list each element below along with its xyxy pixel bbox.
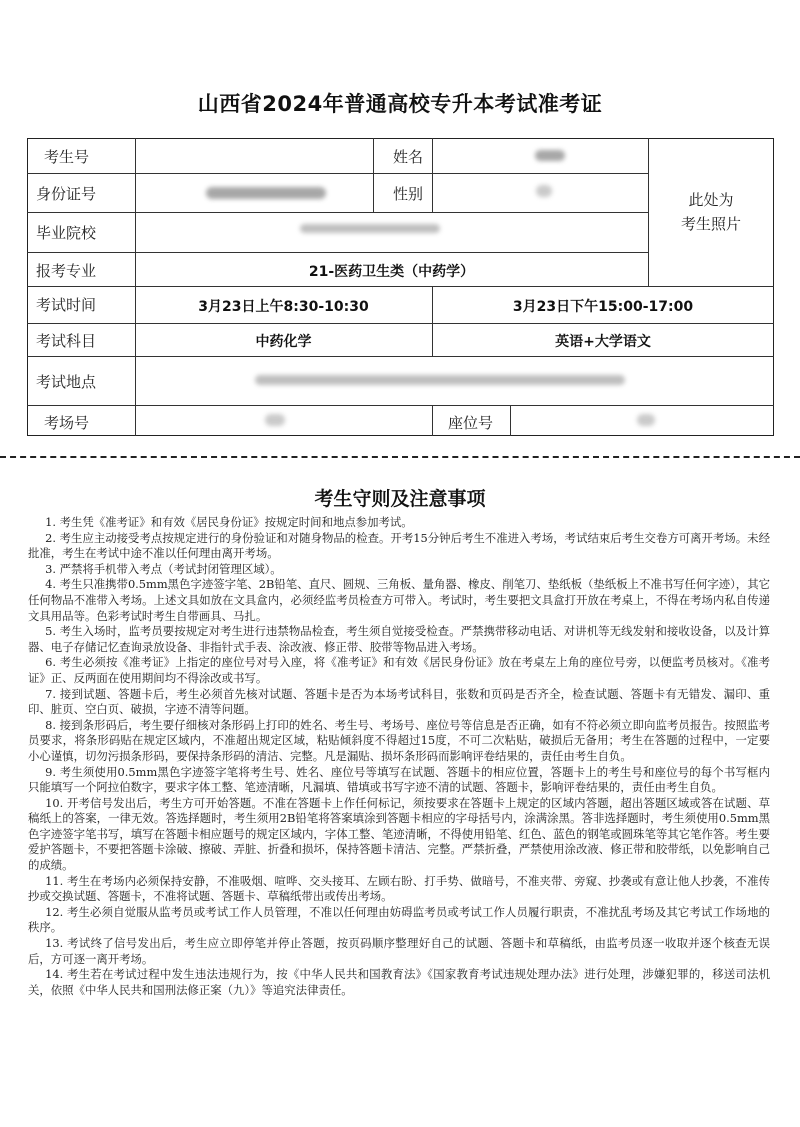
column-divider — [510, 405, 511, 436]
value-exam-time-1: 3月23日上午8:30-10:30 — [198, 299, 369, 315]
label-gender: 性别 — [393, 185, 424, 203]
rule-item: 11. 考生在考场内必须保持安静，不准吸烟、喧哗、交头接耳、左顾右盼、打手势、做暗号，不准夹带、旁窥、抄袭或有意让他人抄袭，不准传抄或交换试题、答题卡，不准将试题、答题卡、草稿纸带出或传出考场。 — [28, 873, 770, 904]
rules-list — [28, 515, 770, 998]
redacted-name — [535, 150, 565, 161]
label-subjects: 考试科目 — [36, 332, 97, 350]
label-seat-no: 座位号 — [448, 414, 494, 432]
value-subject-1: 中药化学 — [255, 334, 312, 350]
column-divider — [432, 138, 433, 212]
column-divider — [373, 138, 374, 212]
rule-item: 3. 严禁将手机带入考点（考试封闭管理区域）。 — [45, 561, 282, 576]
label-major: 报考专业 — [36, 262, 97, 280]
row-divider — [27, 212, 648, 213]
column-divider — [432, 405, 433, 436]
rule-item: 2. 考生应主动接受考点按规定进行的身份验证和对随身物品的检查。开考15分钟后考生不准进入考场，考试结束后考生交卷方可离开考场。未经批准，考生在考试中途不准以任何理由离开考场。 — [28, 530, 770, 561]
rule-item: 4. 考生只准携带0.5mm黑色字迹签字笔、2B铅笔、直尺、圆规、三角板、量角器、橡皮、削笔刀、垫纸板（垫纸板上不准书写任何字迹），其它任何物品不准带入考场。上述文具如放在文具盒内，必须经监考员检查方可带入。考试时，考生要把文具盒打开放在考桌上，不得在考场内私自传递文具用品等。色彩考试时考生自带画具、马扎。 — [28, 577, 770, 623]
column-divider — [135, 138, 136, 436]
redacted-room-no — [265, 414, 285, 426]
rule-item: 5. 考生入场时，监考员要按规定对考生进行违禁物品检查，考生须自觉接受检查。严禁携带移动电话、对讲机等无线发射和接收设备，以及计算器、电子存储记忆查询录放设备、非指针式手表、涂改液、修正带、胶带等物品进入考场。 — [28, 624, 770, 654]
row-divider — [27, 356, 774, 357]
label-candidate-no: 考生号 — [44, 148, 90, 166]
row-divider — [27, 252, 648, 253]
label-name: 姓名 — [393, 148, 424, 166]
rule-item: 9. 考生须使用0.5mm黑色字迹签字笔将考生号、姓名、座位号等填写在试题、答题卡的相应位置，答题卡上的考生号和座位号的每个书写框内只能填写一个阿拉伯数字，要求字体工整、笔迹清晰，凡漏填、错填或书写字迹不清的试题、答题卡，影响评卷结果的，责任由考生自负。 — [28, 764, 770, 795]
row-divider — [27, 173, 648, 174]
redacted-location — [255, 375, 625, 385]
rule-item: 14. 考生若在考试过程中发生违法违规行为，按《中华人民共和国教育法》《国家教育考试违规处理办法》进行处理，涉嫌犯罪的，移送司法机关，依照《中华人民共和国刑法修正案（九）》等追究法律责任。 — [28, 967, 770, 997]
rules-title: 考生守则及注意事项 — [314, 488, 486, 510]
label-id-no: 身份证号 — [36, 185, 97, 203]
rule-item: 10. 开考信号发出后，考生方可开始答题。不准在答题卡上作任何标记，须按要求在答题卡上规定的区域内答题，超出答题区域或答在试题、草稿纸上的答案，一律无效。答选择题时，考生须用2B铅笔将答案填涂到答题卡相应的字母括号内，涂满涂黑。答非选择题时，考生须使用0.5mm黑色字迹签字笔书写，填写在答题卡相应题号的规定区域内，字体工整、笔迹清晰，不得使用铅笔、红色、蓝色的钢笔或圆珠笔等其它笔作答。考生要爱护答题卡，不要把答题卡涂破、擦破、弄脏、折叠和损坏，保持答题卡清洁、完整。严禁折叠，严禁使用涂改液、修正带和胶带纸，以免影响自己的成绩。 — [28, 795, 770, 873]
rule-item: 8. 接到条形码后，考生要仔细核对条形码上打印的姓名、考生号、考场号、座位号等信息是否正确，如有不符必须立即向监考员报告。按照监考员要求，将条形码贴在规定区域内，不准超出规定区域，粘贴倾斜度不得超过15度，不可二次粘贴，破损后无备用；考生在答题的过程中，一定要小心谨慎，切勿污损条形码，要保持条形码的清洁、完整。凡是漏贴、损坏条形码而影响评卷结果的，责任由考生自负。 — [28, 717, 770, 763]
label-exam-time: 考试时间 — [36, 296, 97, 314]
rule-item: 6. 考生必须按《准考证》上指定的座位号对号入座，将《准考证》和有效《居民身份证》放在考桌左上角的座位号旁，以便监考员核对。《准考证》正、反两面在使用期间均不得涂改或书写。 — [28, 655, 770, 685]
cut-line — [0, 456, 800, 458]
rule-item: 7. 接到试题、答题卡后，考生必须首先核对试题、答题卡是否为本场考试科目，张数和页码是否齐全，检查试题、答题卡有无错发、漏印、重印、脏页、空白页、破损，字迹不清等问题。 — [28, 686, 770, 717]
redacted-gender — [536, 185, 552, 197]
redacted-school — [300, 224, 440, 233]
rule-item: 12. 考生必须自觉服从监考员或考试工作人员管理，不准以任何理由妨碍监考员或考试工作人员履行职责，不准扰乱考场及其它考试工作场地的秩序。 — [28, 904, 770, 935]
page-title: 山西省2024年普通高校专升本考试准考证 — [197, 92, 603, 116]
value-major: 21-医药卫生类（中药学） — [308, 264, 475, 280]
value-subject-2: 英语+大学语文 — [555, 334, 651, 350]
photo-placeholder-line2: 考生照片 — [680, 215, 741, 233]
rule-item: 1. 考生凭《准考证》和有效《居民身份证》按规定时间和地点参加考试。 — [45, 515, 413, 529]
row-divider — [27, 405, 774, 406]
label-school: 毕业院校 — [36, 224, 97, 242]
photo-placeholder-line1: 此处为 — [688, 191, 734, 209]
rule-item: 13. 考试终了信号发出后，考生应立即停笔并停止答题，按页码顺序整理好自己的试题、答题卡和草稿纸，由监考员逐一收取并逐个核查无误后，方可逐一离开考场。 — [28, 936, 770, 966]
label-location: 考试地点 — [36, 373, 97, 391]
photo-placeholder — [648, 138, 774, 286]
label-room-no: 考场号 — [44, 414, 90, 432]
redacted-id-no — [206, 187, 326, 199]
value-exam-time-2: 3月23日下午15:00-17:00 — [512, 299, 694, 315]
redacted-seat-no — [637, 414, 655, 426]
row-divider — [27, 286, 774, 287]
row-divider — [27, 323, 774, 324]
